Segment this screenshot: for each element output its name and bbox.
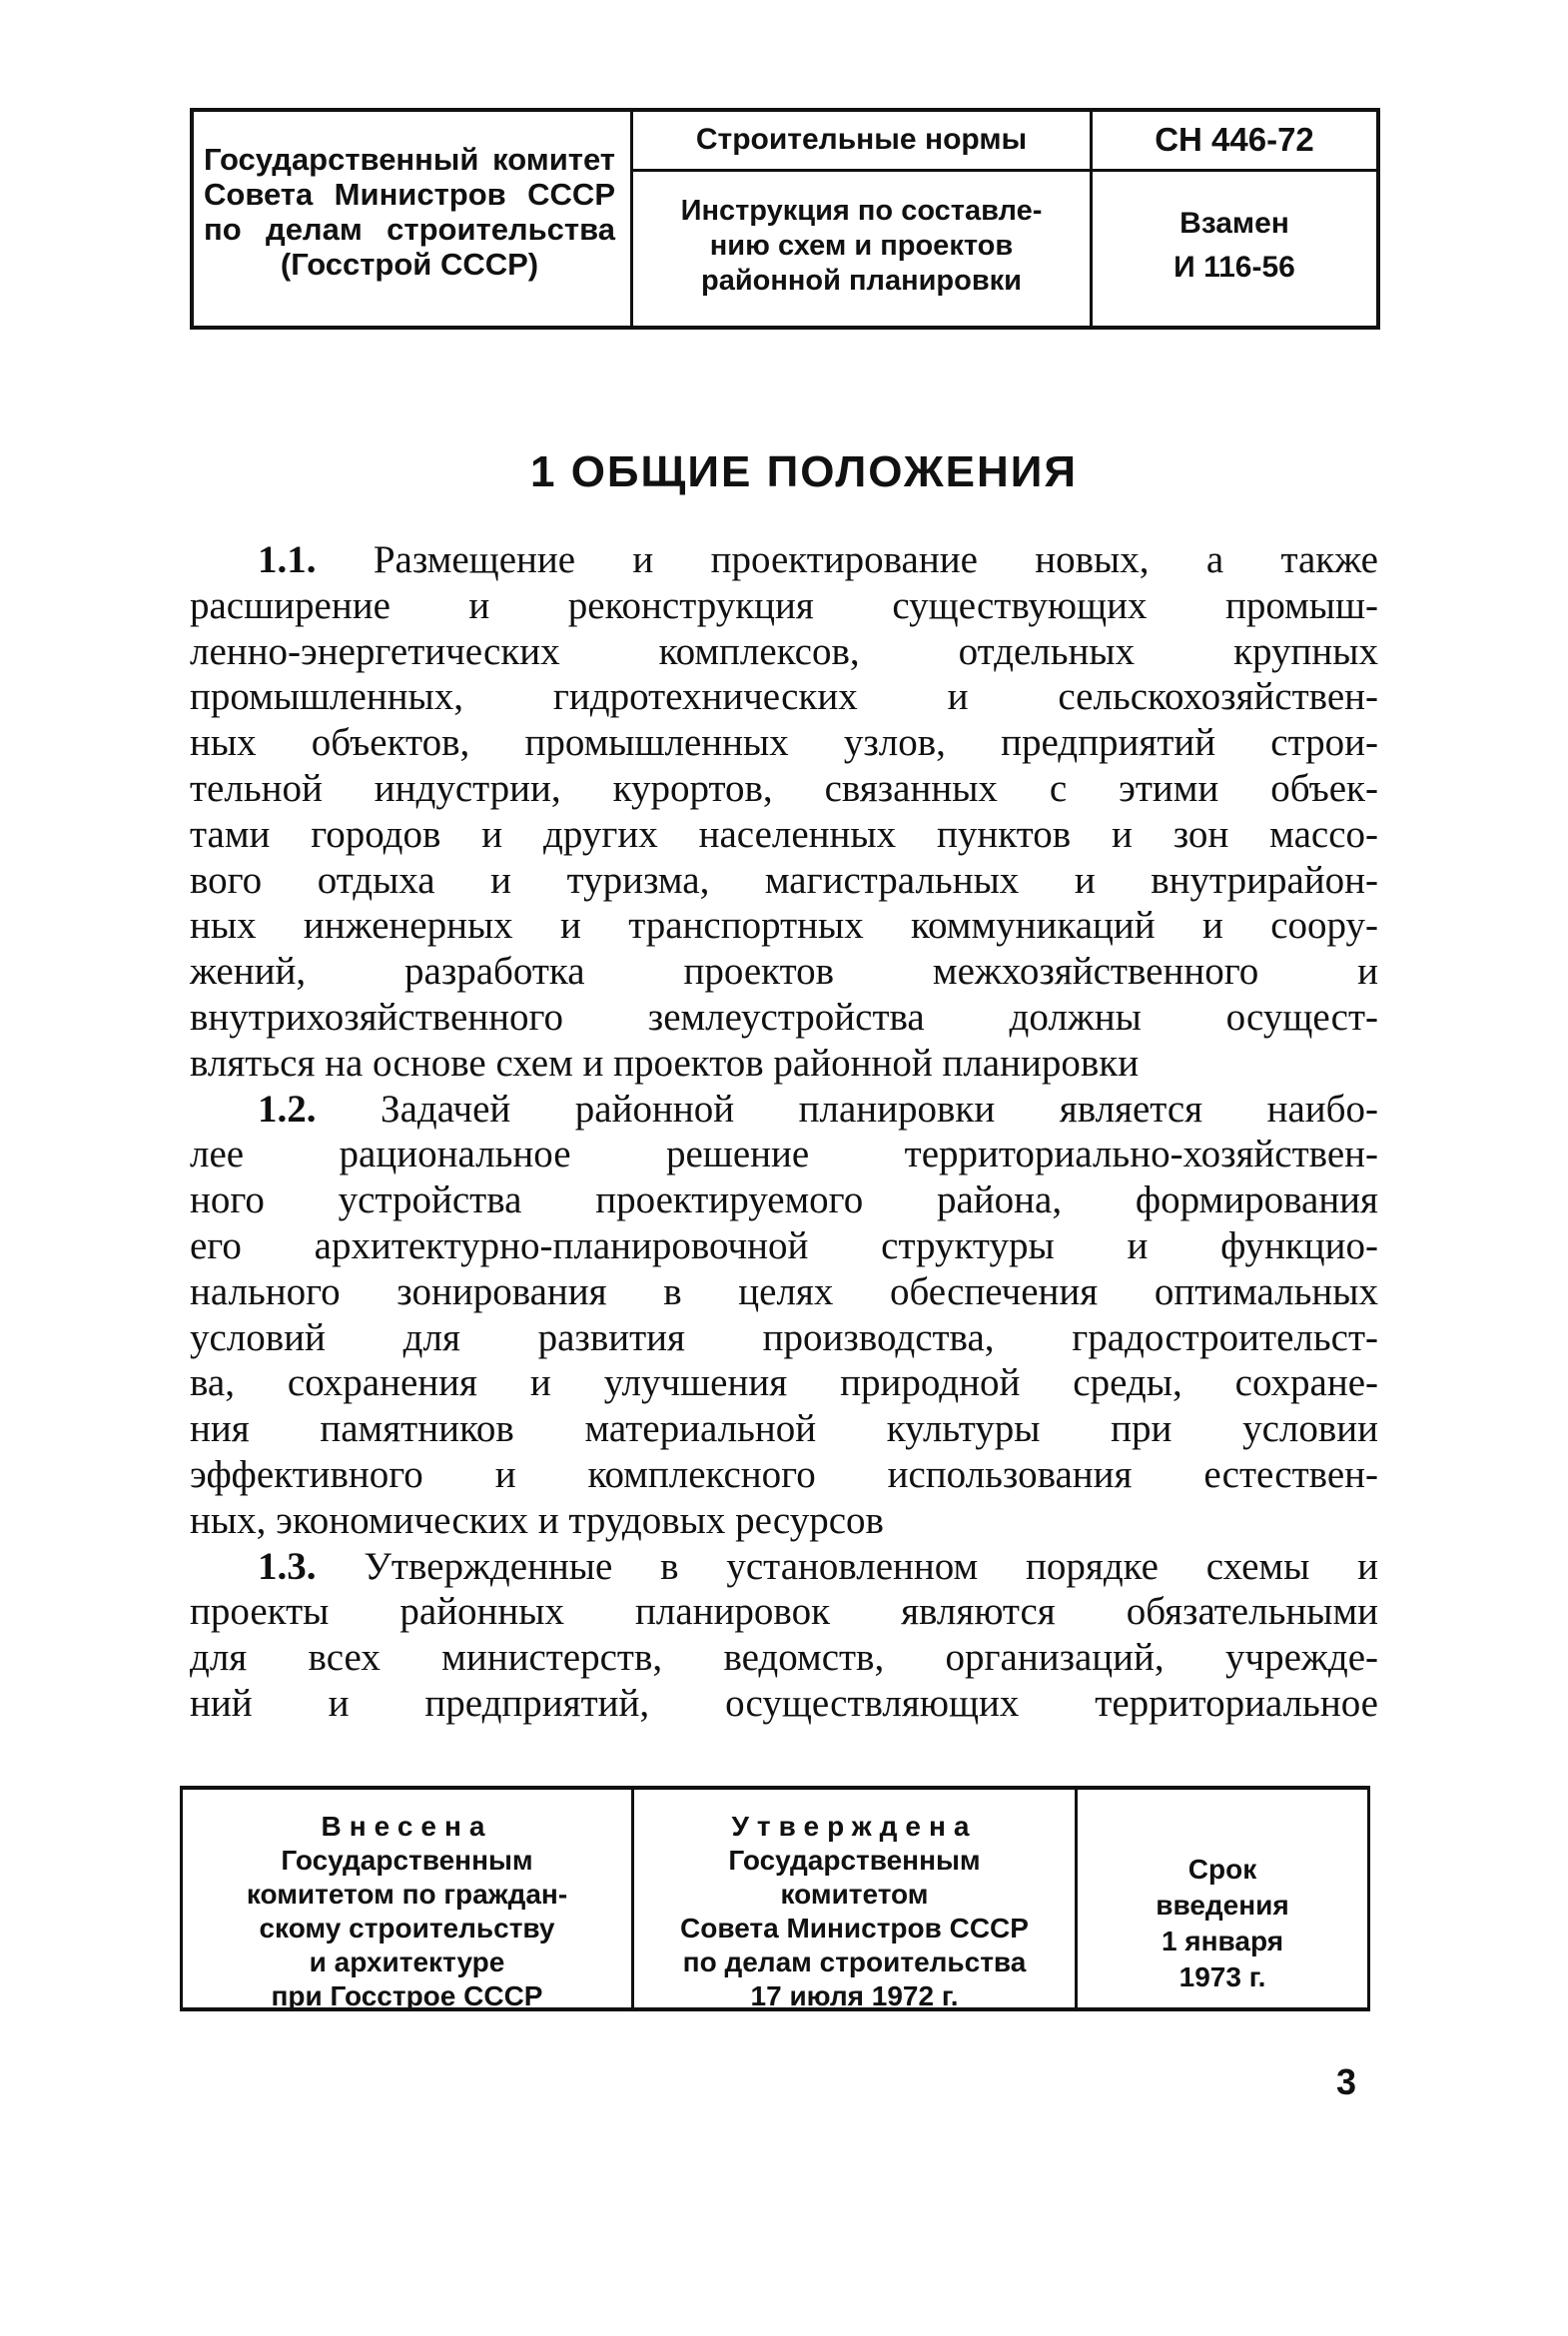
effective-line: 1973 г.: [1178, 1961, 1266, 1992]
paragraph-line: лее рациональное решение территориально-хозяйствен-: [190, 1133, 1378, 1176]
document-code: СН 446-72: [1093, 112, 1376, 172]
paragraph-line: тами городов и других населенных пунктов и зон массо-: [190, 812, 1378, 856]
submitted-line: Государственным: [281, 1845, 533, 1876]
effective-line: введения: [1156, 1890, 1289, 1921]
title-line: Инструкция по составле-: [680, 195, 1043, 227]
paragraph-line: расширение и реконструкция существующих промыш-: [190, 583, 1378, 627]
body-text: [190, 537, 1378, 1727]
paragraph-line: 1.2. Задачей районной планировки является наибо-: [258, 1087, 1378, 1131]
footer-table: [180, 1786, 1370, 2011]
submitted-line: и архитектуре: [309, 1947, 505, 1977]
submitted-heading: Внесена: [321, 1811, 493, 1842]
paragraph-line: ний и предприятий, осуществляющих территориальное: [190, 1681, 1378, 1725]
approved-heading: Утверждена: [731, 1811, 978, 1842]
paragraph-line: проекты районных планировок являются обязательными: [190, 1590, 1378, 1634]
paragraph-number: 1.3.: [258, 1544, 317, 1588]
approved-line: комитетом: [780, 1879, 929, 1910]
paragraph-line: условий для развития производства, градостроительст-: [190, 1315, 1378, 1359]
paragraph-line: жений, разработка проектов межхозяйственного и: [190, 950, 1378, 994]
issuer-line: (Госстрой СССР): [280, 247, 539, 282]
issuer-line: Государственный комитет: [204, 142, 615, 177]
paragraph-line: вляться на основе схем и проектов районной планировки: [190, 1041, 1140, 1085]
issuer-line: Совета Министров СССР: [204, 177, 615, 212]
title-line: нию схем и проектов: [709, 230, 1014, 262]
paragraph-line: промышленных, гидротехнических и сельскохозяйствен-: [190, 675, 1378, 719]
submitted-line: комитетом по граждан-: [246, 1879, 568, 1910]
submitted-line: скому строительству: [259, 1913, 555, 1944]
paragraph-number: 1.1.: [258, 538, 317, 581]
title-line: районной планировки: [700, 265, 1023, 297]
effective-line: 1 января: [1161, 1926, 1284, 1956]
approved-line: по делам строительства: [682, 1947, 1027, 1977]
paragraph-line: вого отдыха и туризма, магистральных и внутрирайон-: [190, 858, 1378, 902]
header-table: [190, 108, 1380, 330]
approved-by-cell: [634, 1790, 1078, 2011]
effective-date-cell: [1078, 1790, 1367, 2007]
paragraph-line: ва, сохранения и улучшения природной среды, сохране-: [190, 1361, 1378, 1405]
paragraph-line: ных инженерных и транспортных коммуникаций и соору-: [190, 904, 1378, 948]
paragraph-line: ных, экономических и трудовых ресурсов: [190, 1498, 884, 1542]
paragraph-line: тельной индустрии, курортов, связанных с этими объек-: [190, 766, 1378, 810]
submitted-by-cell: [183, 1790, 634, 2011]
paragraph-line: ния памятников материальной культуры при условии: [190, 1407, 1378, 1451]
paragraph-line: его архитектурно-планировочной структуры и функцио-: [190, 1223, 1378, 1267]
issuer-cell: [194, 112, 633, 326]
paragraph-line: ленно-энергетических комплексов, отдельных крупных: [190, 629, 1378, 673]
replaces-line: И 116-56: [1174, 251, 1295, 284]
paragraph-line: эффективного и комплексного использования естествен-: [190, 1452, 1378, 1496]
paragraph-line: внутрихозяйственного землеустройства должны осущест-: [190, 995, 1378, 1039]
paragraph-number: 1.2.: [258, 1087, 317, 1131]
paragraph-line: ного устройства проектируемого района, формирования: [190, 1178, 1378, 1222]
effective-line: Срок: [1187, 1854, 1257, 1885]
replaces-line: Взамен: [1179, 207, 1289, 240]
issuer-line: по делам строительства: [204, 212, 615, 247]
submitted-line: при Госстрое СССР: [271, 1980, 543, 2011]
section-title: 1 ОБЩИЕ ПОЛОЖЕНИЯ: [530, 447, 1078, 496]
paragraph-line: ных объектов, промышленных узлов, предприятий строи-: [190, 721, 1378, 765]
replaces-cell: [1093, 172, 1376, 326]
page-number: 3: [1336, 2061, 1357, 2102]
paragraph-line: нального зонирования в целях обеспечения оптимальных: [190, 1269, 1378, 1313]
approved-date: 17 июля 1972 г.: [750, 1980, 959, 2011]
approved-line: Совета Министров СССР: [680, 1913, 1029, 1944]
paragraph-line: 1.1. Размещение и проектирование новых, а также: [258, 538, 1378, 581]
category-cell: Строительные нормы: [633, 112, 1093, 172]
approved-line: Государственным: [728, 1845, 981, 1876]
document-title-cell: [633, 172, 1093, 326]
paragraph-line: для всех министерств, ведомств, организаций, учрежде-: [190, 1636, 1378, 1680]
paragraph-line: 1.3. Утвержденные в установленном порядке схемы и: [258, 1544, 1378, 1588]
